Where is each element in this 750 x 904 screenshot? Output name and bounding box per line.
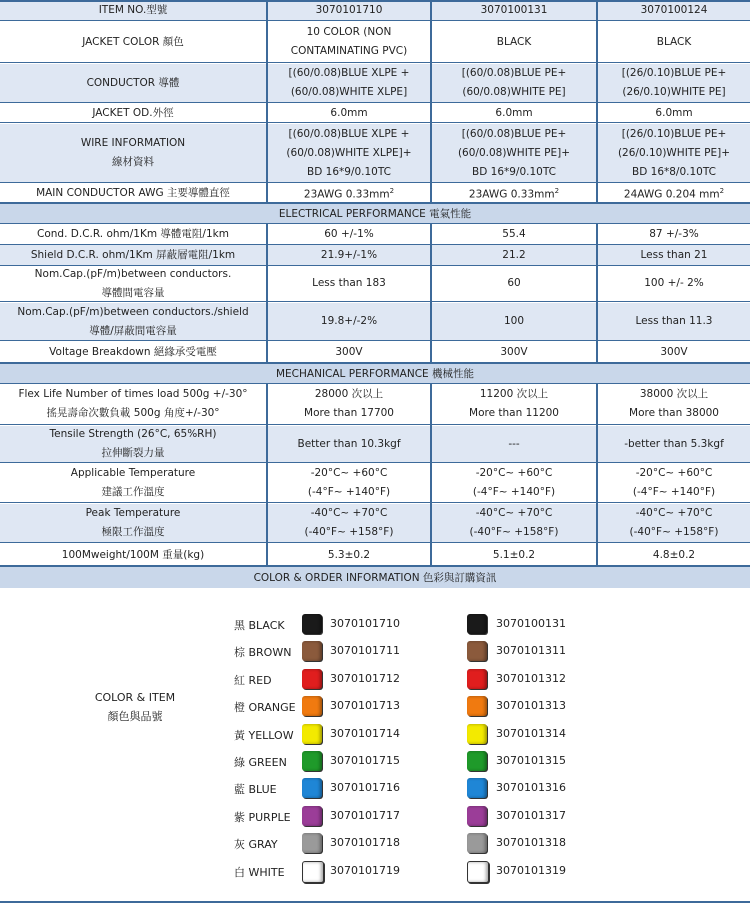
color-swatch — [302, 696, 322, 716]
spec-value-line: BD 16*8/0.10TC — [632, 165, 716, 178]
electrical-value-line: Less than 11.3 — [635, 315, 713, 327]
color-swatch — [467, 833, 487, 853]
electrical-value — [598, 245, 750, 265]
column-divider — [266, 224, 268, 363]
row-divider — [0, 102, 750, 103]
color-row — [0, 641, 750, 663]
mechanical-label-line: 搖晃壽命次數負載 500g 角度+/-30° — [46, 407, 220, 419]
spec-value-line: BLACK — [656, 35, 692, 48]
item-no-value: 3070100131 — [480, 3, 548, 16]
spec-label-line: JACKET OD.外徑 — [92, 106, 174, 119]
mechanical-label-line: Applicable Temperature — [70, 467, 196, 479]
spec-value — [268, 104, 430, 122]
electrical-label — [0, 342, 266, 362]
column-divider — [266, 0, 268, 203]
color-row — [0, 751, 750, 773]
spec-value-line: CONTAMINATING PVC) — [290, 45, 408, 57]
spec-label — [0, 124, 266, 182]
spec-label-line: JACKET COLOR 顏色 — [82, 35, 184, 48]
item-code-1: 3070101713 — [330, 699, 400, 713]
header-row — [0, 0, 750, 20]
spec-value — [432, 184, 596, 202]
spec-value — [598, 104, 750, 122]
mechanical-value-line: -20°C~ +60°C — [310, 467, 388, 479]
electrical-row — [0, 342, 750, 362]
column-divider — [596, 0, 598, 203]
color-row — [0, 833, 750, 855]
mechanical-value — [598, 384, 750, 424]
spec-value — [598, 22, 750, 62]
color-name: 白 WHITE — [234, 865, 285, 879]
color-name: 棕 BROWN — [234, 646, 292, 660]
awg-superscript: 2 — [389, 186, 395, 195]
mechanical-label — [0, 384, 266, 424]
electrical-label-line: Shield D.C.R. ohm/1Km 屏蔽層電阻/1km — [30, 248, 236, 261]
spec-value-line: [(60/0.08)BLUE PE+ — [461, 67, 567, 79]
item-code-2: 3070101311 — [496, 644, 566, 658]
color-swatch — [467, 669, 487, 689]
spec-label — [0, 184, 266, 202]
item-no-label: ITEM NO.型號 — [98, 3, 168, 16]
spec-label — [0, 104, 266, 122]
electrical-label-line: 導體/屏蔽間電容量 — [89, 324, 177, 337]
spec-value-line: BD 16*9/0.10TC — [307, 165, 391, 178]
section-divider — [0, 565, 750, 567]
mechanical-value-line: 11200 次以上 — [479, 388, 549, 400]
row-divider — [0, 223, 750, 224]
electrical-value-line: 100 — [503, 315, 525, 327]
mechanical-value — [268, 464, 430, 502]
mechanical-value — [598, 544, 750, 566]
mechanical-label-line: Tensile Strength (26°C, 65%RH) — [49, 428, 217, 440]
color-swatch — [302, 806, 322, 826]
mechanical-value-line: (-4°F~ +140°F) — [472, 486, 556, 498]
color-row — [0, 696, 750, 718]
mechanical-value-line: -40°C~ +70°C — [635, 507, 713, 519]
spec-value — [268, 22, 430, 62]
color-row — [0, 806, 750, 828]
row-divider — [0, 424, 750, 425]
row-divider — [0, 20, 750, 21]
spec-label-line: WIRE INFORMATION — [80, 137, 186, 149]
color-swatch — [302, 751, 322, 771]
mechanical-label-line: Peak Temperature — [85, 507, 181, 519]
electrical-row — [0, 303, 750, 340]
mechanical-value — [598, 504, 750, 542]
mechanical-value — [432, 384, 596, 424]
color-swatch — [302, 614, 322, 634]
column-divider — [430, 384, 432, 566]
mechanical-value — [268, 384, 430, 424]
mechanical-row — [0, 544, 750, 566]
row-divider — [0, 122, 750, 123]
row-divider — [0, 244, 750, 245]
mechanical-label-line: 100Mweight/100M 重量(kg) — [61, 548, 205, 561]
color-name: 紅 RED — [234, 673, 272, 687]
spec-row — [0, 184, 750, 202]
spec-value-line: BLACK — [496, 35, 532, 48]
spec-value-line: [(60/0.08)BLUE XLPE + — [288, 67, 410, 79]
spec-value — [432, 64, 596, 102]
mechanical-value-line: --- — [508, 437, 520, 450]
item-code-2: 3070101318 — [496, 836, 566, 850]
electrical-value — [598, 224, 750, 244]
mechanical-performance-title: MECHANICAL PERFORMANCE 機械性能 — [0, 363, 750, 383]
spec-value-line: [(60/0.08)BLUE XLPE + — [288, 127, 410, 140]
mechanical-value — [268, 426, 430, 462]
electrical-value-line: 21.9+/-1% — [320, 248, 378, 261]
spec-value-line: (26/0.10)WHITE PE]+ — [617, 146, 731, 159]
item-code-1: 3070101715 — [330, 754, 400, 767]
awg-text: 23AWG 0.33mm — [303, 188, 390, 201]
mechanical-value-line: (-40°F~ +158°F) — [469, 526, 559, 538]
spec-label — [0, 64, 266, 102]
mechanical-value-line: -40°C~ +70°C — [475, 507, 553, 519]
row-divider — [0, 62, 750, 63]
electrical-value-line: 60 +/-1% — [324, 227, 374, 240]
electrical-value — [432, 245, 596, 265]
spec-value-line — [624, 182, 724, 205]
item-code-2: 3070101316 — [496, 781, 566, 795]
color-swatch — [302, 724, 322, 744]
color-swatch — [467, 861, 489, 883]
mechanical-value-line: (-40°F~ +158°F) — [629, 526, 719, 538]
mechanical-label-line: 拉伸斷裂力量 — [101, 447, 165, 459]
spec-value — [598, 184, 750, 202]
column-divider — [430, 0, 432, 203]
mechanical-value-line: More than 17700 — [304, 407, 394, 419]
spec-value — [268, 64, 430, 102]
electrical-value — [598, 266, 750, 301]
electrical-value — [268, 266, 430, 301]
mechanical-value-line: (-4°F~ +140°F) — [307, 486, 391, 498]
color-name: 灰 GRAY — [234, 838, 278, 852]
spec-row — [0, 64, 750, 102]
electrical-value — [432, 224, 596, 244]
item-code-1: 3070101714 — [330, 726, 400, 740]
mechanical-value — [432, 544, 596, 566]
spec-value — [598, 124, 750, 182]
electrical-label-line: Cond. D.C.R. ohm/1Km 導體電阻/1km — [37, 227, 229, 240]
spec-value-line: [(26/0.10)BLUE PE+ — [621, 127, 727, 140]
spec-value-line: 10 COLOR (NON — [306, 26, 392, 38]
mechanical-value — [268, 544, 430, 566]
mechanical-value — [598, 426, 750, 462]
item-code-2: 3070101319 — [496, 863, 566, 877]
spec-value — [432, 124, 596, 182]
electrical-row — [0, 245, 750, 265]
mechanical-value — [268, 504, 430, 542]
column-divider — [430, 224, 432, 363]
color-row — [0, 669, 750, 691]
item-code-1: 3070101718 — [330, 836, 400, 850]
spec-value-line — [304, 182, 394, 205]
item-no-value: 3070100124 — [640, 3, 708, 16]
mechanical-row — [0, 384, 750, 424]
electrical-label — [0, 303, 266, 340]
mechanical-label-line: 極限工作溫度 — [101, 526, 165, 538]
mechanical-label — [0, 464, 266, 502]
electrical-value-line: 300V — [500, 345, 528, 358]
electrical-label — [0, 245, 266, 265]
electrical-row — [0, 224, 750, 244]
color-name: 紫 PURPLE — [234, 810, 291, 824]
section-divider — [0, 362, 750, 364]
mechanical-value-line: 4.8±0.2 — [652, 548, 696, 561]
spec-value-line: 6.0mm — [330, 106, 368, 119]
color-swatch — [467, 614, 487, 634]
electrical-label-line: Nom.Cap.(pF/m)between conductors. — [34, 267, 232, 280]
mechanical-value-line: 5.3±0.2 — [327, 548, 371, 561]
mechanical-value-line: 38000 次以上 — [639, 388, 709, 400]
mechanical-label-line: Flex Life Number of times load 500g +/-30° — [18, 388, 248, 400]
electrical-value — [432, 342, 596, 362]
spec-value — [598, 64, 750, 102]
electrical-value-line: 19.8+/-2% — [320, 315, 378, 327]
spec-label-line: MAIN CONDUCTOR AWG 主要導體直徑 — [36, 186, 230, 199]
spec-value-line: (60/0.08)WHITE XLPE]+ — [286, 146, 412, 159]
color-swatch — [467, 778, 487, 798]
color-row — [0, 614, 750, 636]
spec-value-line: 6.0mm — [655, 106, 693, 119]
mechanical-value — [432, 504, 596, 542]
section-divider — [0, 0, 750, 2]
electrical-value-line: 100 +/- 2% — [644, 277, 704, 289]
item-code-2: 3070101313 — [496, 699, 566, 713]
mechanical-label-line: 建議工作溫度 — [101, 486, 165, 498]
electrical-value-line: 300V — [660, 345, 688, 358]
mechanical-value-line: More than 38000 — [629, 407, 719, 419]
spec-value-line: [(60/0.08)BLUE PE+ — [461, 127, 567, 140]
electrical-label-line: Voltage Breakdown 絕緣承受電壓 — [49, 345, 217, 358]
electrical-value — [432, 303, 596, 340]
color-swatch — [302, 641, 322, 661]
mechanical-row — [0, 426, 750, 462]
column-divider — [596, 224, 598, 363]
electrical-value — [268, 303, 430, 340]
electrical-value-line: 21.2 — [502, 248, 526, 261]
row-divider — [0, 182, 750, 183]
spec-value-line — [469, 182, 559, 205]
item-code-1: 3070101719 — [330, 863, 400, 877]
spec-row — [0, 124, 750, 182]
item-code-1: 3070101712 — [330, 671, 400, 685]
spec-value — [268, 124, 430, 182]
item-code-1: 3070101710 — [330, 617, 400, 630]
spec-row — [0, 104, 750, 122]
row-divider — [0, 340, 750, 341]
color-swatch — [467, 806, 487, 826]
item-code-1: 3070101716 — [330, 781, 400, 795]
mechanical-value-line: -40°C~ +70°C — [310, 507, 388, 519]
mechanical-value-line: More than 11200 — [469, 407, 559, 419]
color-swatch — [467, 696, 487, 716]
mechanical-value — [598, 464, 750, 502]
spec-value — [268, 184, 430, 202]
color-order-title: COLOR & ORDER INFORMATION 色彩與訂購資訊 — [0, 566, 750, 588]
item-code-2: 3070101315 — [496, 754, 566, 767]
color-row — [0, 778, 750, 800]
mechanical-value-line: -better than 5.3kgf — [624, 437, 724, 450]
spec-value-line: (60/0.08)WHITE PE]+ — [457, 146, 571, 159]
mechanical-label — [0, 504, 266, 542]
mechanical-label — [0, 426, 266, 462]
mechanical-value — [432, 464, 596, 502]
mechanical-value-line: Better than 10.3kgf — [297, 437, 401, 450]
spec-label-line: CONDUCTOR 導體 — [86, 76, 180, 89]
color-swatch — [302, 778, 322, 798]
electrical-value — [268, 224, 430, 244]
color-name: 橙 ORANGE — [234, 701, 296, 715]
spec-value — [432, 104, 596, 122]
spec-value-line: BD 16*9/0.10TC — [472, 165, 556, 178]
electrical-value — [268, 245, 430, 265]
mechanical-row — [0, 504, 750, 542]
color-item-label-line: COLOR & ITEM — [94, 691, 176, 704]
awg-superscript: 2 — [554, 186, 560, 195]
row-divider — [0, 502, 750, 503]
electrical-value — [432, 266, 596, 301]
item-no-value: 3070101710 — [315, 3, 383, 16]
color-swatch — [467, 641, 487, 661]
electrical-value-line: 60 — [507, 277, 521, 289]
row-divider — [0, 301, 750, 302]
spec-value — [432, 22, 596, 62]
electrical-label-line: Nom.Cap.(pF/m)between conductors./shield — [17, 305, 249, 318]
electrical-value-line: Less than 21 — [640, 248, 708, 261]
spec-value-line: (60/0.08)WHITE PE] — [462, 86, 566, 98]
row-divider — [0, 542, 750, 543]
item-code-1: 3070101711 — [330, 644, 400, 658]
color-name: 黑 BLACK — [234, 619, 285, 632]
section-divider — [0, 202, 750, 204]
item-code-1: 3070101717 — [330, 808, 400, 822]
spec-row — [0, 22, 750, 62]
color-swatch — [302, 861, 324, 883]
spec-label-line: 線材資料 — [112, 156, 154, 168]
electrical-value-line: Less than 183 — [312, 277, 386, 289]
item-code-2: 3070100131 — [496, 617, 566, 630]
color-swatch — [467, 751, 487, 771]
mechanical-value-line: (-4°F~ +140°F) — [632, 486, 716, 498]
awg-superscript: 2 — [719, 186, 725, 195]
row-divider — [0, 265, 750, 266]
item-code-2: 3070101312 — [496, 671, 566, 685]
electrical-value — [598, 342, 750, 362]
item-code-2: 3070101314 — [496, 726, 566, 740]
color-swatch — [302, 833, 322, 853]
spec-value-line: 6.0mm — [495, 106, 533, 119]
mechanical-value-line: 5.1±0.2 — [492, 548, 536, 561]
color-row — [0, 724, 750, 746]
awg-text: 24AWG 0.204 mm — [623, 188, 720, 201]
awg-text: 23AWG 0.33mm — [468, 188, 555, 201]
mechanical-label — [0, 544, 266, 566]
color-item-label-line: 顏色與品號 — [107, 710, 163, 723]
color-name: 綠 GREEN — [234, 756, 287, 769]
electrical-value-line: 55.4 — [502, 227, 526, 240]
row-divider — [0, 383, 750, 384]
electrical-performance-title: ELECTRICAL PERFORMANCE 電氣性能 — [0, 203, 750, 223]
color-name: 藍 BLUE — [234, 783, 277, 797]
bottom-border — [0, 901, 750, 903]
mechanical-value-line: -20°C~ +60°C — [475, 467, 553, 479]
electrical-row — [0, 266, 750, 301]
color-name: 黃 YELLOW — [234, 728, 294, 742]
row-divider — [0, 462, 750, 463]
electrical-label — [0, 266, 266, 301]
electrical-label — [0, 224, 266, 244]
spec-value-line: (26/0.10)WHITE PE] — [622, 86, 726, 98]
mechanical-value-line: -20°C~ +60°C — [635, 467, 713, 479]
electrical-value-line: 300V — [335, 345, 363, 358]
electrical-label-line: 導體間電容量 — [101, 286, 165, 299]
spec-value-line: (60/0.08)WHITE XLPE] — [290, 86, 408, 98]
mechanical-value — [432, 426, 596, 462]
electrical-value-line: 87 +/-3% — [649, 227, 699, 240]
spec-label — [0, 22, 266, 62]
mechanical-value-line: 28000 次以上 — [314, 388, 384, 400]
color-row — [0, 861, 750, 883]
electrical-value — [598, 303, 750, 340]
column-divider — [596, 384, 598, 566]
electrical-value — [268, 342, 430, 362]
mechanical-row — [0, 464, 750, 502]
spec-value-line: [(26/0.10)BLUE PE+ — [621, 67, 727, 79]
item-code-2: 3070101317 — [496, 808, 566, 822]
mechanical-value-line: (-40°F~ +158°F) — [304, 526, 394, 538]
column-divider — [266, 384, 268, 566]
color-swatch — [467, 724, 487, 744]
color-swatch — [302, 669, 322, 689]
